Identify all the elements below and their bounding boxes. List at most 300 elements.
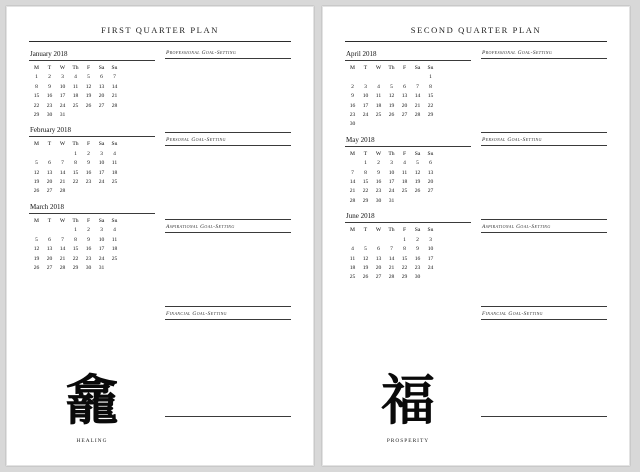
calendar-day-cell[interactable]: 5 xyxy=(364,246,367,253)
calendar-day-cell[interactable]: 15 xyxy=(401,255,408,262)
calendar-day-cell[interactable]: 2 xyxy=(416,236,419,243)
calendar-day-cell[interactable]: 14 xyxy=(59,246,66,253)
calendar-day-cell[interactable]: 31 xyxy=(98,264,105,271)
goal-write-line[interactable] xyxy=(165,258,291,270)
calendar-day-cell[interactable]: 9 xyxy=(351,93,354,100)
calendar-day-cell[interactable]: 13 xyxy=(375,255,382,262)
calendar-day-cell[interactable]: 9 xyxy=(87,236,90,243)
calendar-day-cell[interactable]: 20 xyxy=(46,255,53,262)
calendar-day-cell[interactable]: 30 xyxy=(85,264,92,271)
calendar-day-cell[interactable]: 12 xyxy=(85,83,92,90)
calendar-day-cell[interactable]: 11 xyxy=(401,169,408,176)
calendar-day-cell[interactable]: 7 xyxy=(113,74,116,81)
goal-write-area[interactable] xyxy=(481,61,607,130)
calendar-empty-cell xyxy=(424,273,437,282)
calendar-day-cell[interactable]: 24 xyxy=(98,255,105,262)
goal-write-line[interactable] xyxy=(481,322,607,334)
calendar-day-cell[interactable]: 8 xyxy=(74,236,77,243)
goal-write-line[interactable] xyxy=(165,61,291,73)
goal-write-line[interactable] xyxy=(481,148,607,160)
calendar-day-cell[interactable]: 1 xyxy=(429,74,432,81)
calendar-day-cell[interactable]: 3 xyxy=(390,160,393,167)
calendar-day-cell[interactable]: 3 xyxy=(100,150,103,157)
calendar-day-cell[interactable]: 3 xyxy=(61,74,64,81)
goal-write-line[interactable] xyxy=(165,293,291,305)
calendar-empty-cell xyxy=(359,73,372,82)
calendar-empty-cell xyxy=(372,120,385,129)
calendar-day-cell[interactable]: 11 xyxy=(72,83,79,90)
calendar-day-cell[interactable]: 20 xyxy=(401,102,408,109)
calendar-week-row xyxy=(346,236,437,245)
calendar-day-cell[interactable]: 30 xyxy=(349,121,356,128)
calendar-day-cell[interactable]: 22 xyxy=(362,188,369,195)
calendar-day-cell[interactable]: 4 xyxy=(403,160,406,167)
calendar-weekday-header: T xyxy=(363,65,368,71)
calendar-day-cell[interactable]: 13 xyxy=(427,169,434,176)
goal-write-line[interactable] xyxy=(481,73,607,85)
calendar-week-row xyxy=(30,178,121,187)
goal-write-line[interactable] xyxy=(481,160,607,172)
goal-write-line[interactable] xyxy=(165,391,291,403)
calendar-day-cell[interactable]: 13 xyxy=(46,169,53,176)
goal-write-line[interactable] xyxy=(481,119,607,131)
calendar-empty-cell xyxy=(69,111,82,120)
calendar-day-cell[interactable]: 16 xyxy=(85,246,92,253)
calendar-day-cell[interactable]: 14 xyxy=(59,169,66,176)
calendar-empty-cell xyxy=(56,226,69,235)
calendar-day-cell[interactable]: 27 xyxy=(46,264,53,271)
goal-write-line[interactable] xyxy=(165,357,291,369)
calendar-day-cell[interactable]: 29 xyxy=(401,274,408,281)
calendar-day-cell[interactable]: 12 xyxy=(388,93,395,100)
calendar-day-cell[interactable]: 19 xyxy=(414,179,421,186)
calendar-week-row xyxy=(30,111,121,120)
goal-section-label: Professional Goal-Setting xyxy=(482,50,553,56)
calendar-day-cell[interactable]: 11 xyxy=(375,93,382,100)
goal-write-line[interactable] xyxy=(481,380,607,392)
calendar-day-cell[interactable]: 20 xyxy=(427,179,434,186)
calendar-day-cell[interactable]: 18 xyxy=(401,179,408,186)
calendar-day-cell[interactable]: 28 xyxy=(59,264,66,271)
goal-write-line[interactable] xyxy=(165,380,291,392)
calendar-day-cell[interactable]: 10 xyxy=(98,236,105,243)
calendar-day-cell[interactable]: 4 xyxy=(351,246,354,253)
calendar-day-cell[interactable]: 11 xyxy=(111,236,118,243)
calendar-day-cell[interactable]: 25 xyxy=(111,255,118,262)
goal-write-line[interactable] xyxy=(165,235,291,247)
calendar-day-cell[interactable]: 15 xyxy=(72,169,79,176)
calendar-day-cell[interactable]: 1 xyxy=(74,150,77,157)
goal-write-line[interactable] xyxy=(481,84,607,96)
calendar-day-cell[interactable]: 17 xyxy=(98,246,105,253)
calendar-day-cell[interactable]: 16 xyxy=(46,93,53,100)
calendar-day-cell[interactable]: 22 xyxy=(72,179,79,186)
calendar-day-cell[interactable]: 18 xyxy=(111,246,118,253)
calendar-day-cell[interactable]: 8 xyxy=(429,83,432,90)
calendar-day-cell[interactable]: 5 xyxy=(35,236,38,243)
calendar-day-cell[interactable]: 17 xyxy=(59,93,66,100)
calendar-day-cell[interactable]: 2 xyxy=(87,150,90,157)
calendar-day-cell[interactable]: 10 xyxy=(427,246,434,253)
goal-write-area[interactable] xyxy=(481,235,607,304)
calendar-day-cell[interactable]: 7 xyxy=(351,169,354,176)
calendar-day-cell[interactable]: 17 xyxy=(362,102,369,109)
calendar-day-cell[interactable]: 15 xyxy=(33,93,40,100)
calendar-day-cell[interactable]: 10 xyxy=(59,83,66,90)
calendar-empty-cell xyxy=(398,73,411,82)
calendar-day-cell[interactable]: 23 xyxy=(375,188,382,195)
goal-write-line[interactable] xyxy=(481,368,607,380)
goal-write-line[interactable] xyxy=(165,281,291,293)
calendar-day-cell[interactable]: 19 xyxy=(33,179,40,186)
goal-write-line[interactable] xyxy=(165,322,291,334)
calendar-day-cell[interactable]: 12 xyxy=(414,169,421,176)
calendar-day-cell[interactable]: 13 xyxy=(46,246,53,253)
calendar-day-cell[interactable]: 5 xyxy=(390,83,393,90)
calendar-empty-cell xyxy=(82,187,95,196)
calendar-day-cell[interactable]: 7 xyxy=(390,246,393,253)
calendar-day-cell[interactable]: 21 xyxy=(111,93,118,100)
goal-write-area[interactable] xyxy=(481,322,607,414)
calendar-day-cell[interactable]: 25 xyxy=(349,274,356,281)
calendar-weekday-header: W xyxy=(375,65,382,71)
goal-write-line[interactable] xyxy=(165,270,291,282)
calendar-day-cell[interactable]: 6 xyxy=(403,83,406,90)
calendar-day-cell[interactable]: 24 xyxy=(98,179,105,186)
calendar-day-cell[interactable]: 24 xyxy=(362,112,369,119)
calendar-day-cell[interactable]: 26 xyxy=(33,188,40,195)
goal-write-line[interactable] xyxy=(481,183,607,195)
calendar-day-cell[interactable]: 12 xyxy=(362,255,369,262)
calendar-day-cell[interactable]: 27 xyxy=(375,274,382,281)
calendar-day-cell[interactable]: 1 xyxy=(74,227,77,234)
calendar-day-cell[interactable]: 21 xyxy=(59,179,66,186)
calendar-day-cell[interactable]: 19 xyxy=(85,93,92,100)
calendar-block xyxy=(345,50,471,130)
calligraphy-glyph: 福 xyxy=(381,369,435,432)
goal-write-line[interactable] xyxy=(165,334,291,346)
calendar-day-cell[interactable]: 28 xyxy=(111,102,118,109)
calendar-day-cell[interactable]: 27 xyxy=(401,112,408,119)
goal-bottom-divider xyxy=(165,416,291,417)
calendar-day-cell[interactable]: 13 xyxy=(401,93,408,100)
goal-write-line[interactable] xyxy=(481,258,607,270)
calendar-block xyxy=(345,136,471,206)
goal-write-line[interactable] xyxy=(165,73,291,85)
calendar-day-cell[interactable]: 16 xyxy=(349,102,356,109)
calendar-week-row xyxy=(30,245,121,254)
calendar-day-cell[interactable]: 7 xyxy=(416,83,419,90)
calendar-day-cell[interactable]: 22 xyxy=(401,264,408,271)
calendar-day-cell[interactable]: 4 xyxy=(113,227,116,234)
calendar-day-cell[interactable]: 15 xyxy=(362,179,369,186)
calendar-day-cell[interactable]: 27 xyxy=(98,102,105,109)
calendar-day-cell[interactable]: 24 xyxy=(59,102,66,109)
glyph-area xyxy=(29,283,155,450)
calendar-day-cell[interactable]: 2 xyxy=(87,227,90,234)
calendar-day-cell[interactable]: 4 xyxy=(74,74,77,81)
calendar-day-cell[interactable]: 7 xyxy=(61,160,64,167)
calendar-day-cell[interactable]: 17 xyxy=(98,169,105,176)
calendar-day-cell[interactable]: 19 xyxy=(33,255,40,262)
calendar-day-cell[interactable]: 19 xyxy=(388,102,395,109)
calendar-day-cell[interactable]: 15 xyxy=(72,246,79,253)
goal-write-line[interactable] xyxy=(165,194,291,206)
goal-write-line[interactable] xyxy=(481,235,607,247)
goal-write-area[interactable] xyxy=(481,148,607,217)
glyph-caption: PROSPERITY xyxy=(386,438,430,444)
calendar-day-cell[interactable]: 1 xyxy=(403,236,406,243)
goal-write-line[interactable] xyxy=(481,61,607,73)
goal-write-line[interactable] xyxy=(481,391,607,403)
calendar-day-cell[interactable]: 22 xyxy=(72,255,79,262)
calendar-day-cell[interactable]: 10 xyxy=(388,169,395,176)
calendar-day-cell[interactable]: 18 xyxy=(375,102,382,109)
goal-write-area[interactable] xyxy=(165,61,291,130)
calendar-day-cell[interactable]: 24 xyxy=(388,188,395,195)
goal-write-line[interactable] xyxy=(481,247,607,259)
calendar-day-cell[interactable]: 26 xyxy=(362,274,369,281)
calendar-day-cell[interactable]: 19 xyxy=(362,264,369,271)
calendar-day-cell[interactable]: 28 xyxy=(414,112,421,119)
goal-section xyxy=(481,50,607,133)
goal-write-line[interactable] xyxy=(481,171,607,183)
calendar-day-cell[interactable]: 16 xyxy=(375,179,382,186)
calendar-day-cell[interactable]: 26 xyxy=(414,188,421,195)
calendar-week-row xyxy=(346,169,437,178)
calendar-day-cell[interactable]: 6 xyxy=(100,74,103,81)
calendar-day-cell[interactable]: 11 xyxy=(111,160,118,167)
calendar-day-cell[interactable]: 31 xyxy=(388,197,395,204)
calendar-week-row xyxy=(346,73,437,82)
calendar-day-cell[interactable]: 25 xyxy=(401,188,408,195)
goal-write-line[interactable] xyxy=(481,357,607,369)
calendar-weekday-header: Su xyxy=(111,141,118,148)
goal-section-label: Personal Goal-Setting xyxy=(166,137,226,143)
goal-write-line[interactable] xyxy=(481,403,607,415)
calendar-day-cell[interactable]: 3 xyxy=(429,236,432,243)
goal-write-line[interactable] xyxy=(165,107,291,119)
goal-section xyxy=(165,311,291,417)
goal-bottom-divider xyxy=(165,132,291,133)
calendar-day-cell[interactable]: 15 xyxy=(427,93,434,100)
calendar-day-cell[interactable]: 21 xyxy=(388,264,395,271)
calendar-day-cell[interactable]: 23 xyxy=(85,255,92,262)
calendar-day-cell[interactable]: 6 xyxy=(377,246,380,253)
goal-write-line[interactable] xyxy=(165,84,291,96)
calendar-day-cell[interactable]: 20 xyxy=(375,264,382,271)
calendar-day-cell[interactable]: 17 xyxy=(388,179,395,186)
goal-write-area[interactable] xyxy=(165,148,291,217)
calendar-day-cell[interactable]: 22 xyxy=(33,102,40,109)
goal-write-line[interactable] xyxy=(481,334,607,346)
calendar-week-row xyxy=(30,264,121,273)
calendar-day-cell[interactable]: 14 xyxy=(414,93,421,100)
calendar-weekday-header: M xyxy=(34,217,39,224)
calendar-day-cell[interactable]: 30 xyxy=(414,274,421,281)
calendar-day-cell[interactable]: 6 xyxy=(48,160,51,167)
calendar-weekday-header: Su xyxy=(111,217,118,224)
calendar-day-cell[interactable]: 4 xyxy=(377,83,380,90)
calendar-day-cell[interactable]: 10 xyxy=(362,93,369,100)
calendar-empty-cell xyxy=(411,73,424,82)
calendar-weekday-header: T xyxy=(363,227,368,234)
calendar-day-cell[interactable]: 12 xyxy=(33,246,40,253)
calendar-day-cell[interactable]: 10 xyxy=(98,160,105,167)
calendar-day-cell[interactable]: 8 xyxy=(403,246,406,253)
calendar-day-cell[interactable]: 21 xyxy=(414,102,421,109)
calendar-week-row xyxy=(346,159,437,168)
calendar-day-cell[interactable]: 23 xyxy=(349,112,356,119)
calendar-day-cell[interactable]: 16 xyxy=(414,255,421,262)
calendar-day-cell[interactable]: 25 xyxy=(111,179,118,186)
calendar-day-cell[interactable]: 9 xyxy=(416,246,419,253)
calendar-day-cell[interactable]: 20 xyxy=(46,179,53,186)
calendar-day-cell[interactable]: 11 xyxy=(349,255,356,262)
goal-write-line[interactable] xyxy=(481,107,607,119)
calendar-day-cell[interactable]: 25 xyxy=(72,102,79,109)
calendar-weekday-header: Su xyxy=(111,65,118,71)
calendar-week-row xyxy=(30,226,121,235)
calendar-divider xyxy=(29,213,155,214)
calendar-day-cell[interactable]: 23 xyxy=(46,102,53,109)
calendar-day-cell[interactable]: 31 xyxy=(59,112,66,119)
goal-write-line[interactable] xyxy=(165,247,291,259)
calendar-day-cell[interactable]: 8 xyxy=(35,83,38,90)
goal-write-area[interactable] xyxy=(165,235,291,304)
goal-bottom-divider xyxy=(481,306,607,307)
goal-write-line[interactable] xyxy=(481,281,607,293)
calendar-day-cell[interactable]: 16 xyxy=(85,169,92,176)
goal-section-label: Financial Goal-Setting xyxy=(482,311,543,317)
calendar-day-cell[interactable]: 6 xyxy=(48,236,51,243)
calendar-day-cell[interactable]: 30 xyxy=(375,197,382,204)
calendar-day-cell[interactable]: 29 xyxy=(72,264,79,271)
calendar-day-cell[interactable]: 1 xyxy=(364,160,367,167)
calendar-day-cell[interactable]: 9 xyxy=(377,169,380,176)
calendar-day-cell[interactable]: 20 xyxy=(98,93,105,100)
calendar-day-cell[interactable]: 2 xyxy=(48,74,51,81)
calendar-day-cell[interactable]: 30 xyxy=(46,112,53,119)
calendar-day-cell[interactable]: 5 xyxy=(35,160,38,167)
calendar-column xyxy=(29,50,155,450)
goal-write-line[interactable] xyxy=(165,206,291,218)
goal-write-line[interactable] xyxy=(165,403,291,415)
calendar-day-cell[interactable]: 28 xyxy=(349,197,356,204)
goal-write-line[interactable] xyxy=(165,148,291,160)
calendar-week-row xyxy=(30,236,121,245)
calendar-day-cell[interactable]: 21 xyxy=(59,255,66,262)
calendar-day-cell[interactable]: 4 xyxy=(113,150,116,157)
calendar-day-cell[interactable]: 7 xyxy=(61,236,64,243)
calendar-day-cell[interactable]: 23 xyxy=(414,264,421,271)
calendar-day-cell[interactable]: 14 xyxy=(388,255,395,262)
calendar-day-cell[interactable]: 6 xyxy=(429,160,432,167)
calendar-day-cell[interactable]: 17 xyxy=(427,255,434,262)
calendar-day-cell[interactable]: 9 xyxy=(48,83,51,90)
goal-write-line[interactable] xyxy=(165,96,291,108)
goal-write-line[interactable] xyxy=(481,345,607,357)
goal-write-line[interactable] xyxy=(481,270,607,282)
calendar-day-cell[interactable]: 25 xyxy=(375,112,382,119)
calendar-day-cell[interactable]: 26 xyxy=(388,112,395,119)
calendar-block xyxy=(29,50,155,120)
calendar-day-cell[interactable]: 3 xyxy=(364,83,367,90)
calendar-weekday-header: M xyxy=(350,227,355,234)
page-title: SECOND QUARTER PLAN xyxy=(410,25,542,35)
goal-bottom-divider xyxy=(481,219,607,220)
goal-bottom-divider xyxy=(481,132,607,133)
goal-write-line[interactable] xyxy=(481,96,607,108)
calendar-day-cell[interactable]: 21 xyxy=(349,188,356,195)
calendar-day-cell[interactable]: 18 xyxy=(72,93,79,100)
goal-write-line[interactable] xyxy=(165,368,291,380)
goal-write-line[interactable] xyxy=(165,171,291,183)
calendar-day-cell[interactable]: 24 xyxy=(427,264,434,271)
title-divider xyxy=(29,41,291,42)
calendar-day-cell[interactable]: 13 xyxy=(98,83,105,90)
calendar-day-cell[interactable]: 18 xyxy=(111,169,118,176)
goal-section-label: Aspirational Goal-Setting xyxy=(482,224,551,230)
calendar-day-cell[interactable]: 9 xyxy=(87,160,90,167)
calendar-table xyxy=(30,217,121,273)
calendar-day-cell[interactable]: 26 xyxy=(33,264,40,271)
calendar-day-cell[interactable]: 2 xyxy=(351,83,354,90)
calendar-day-cell[interactable]: 27 xyxy=(46,188,53,195)
calendar-header-row xyxy=(30,64,121,73)
calendar-day-cell[interactable]: 26 xyxy=(85,102,92,109)
calendar-day-cell[interactable]: 29 xyxy=(33,112,40,119)
goal-write-line[interactable] xyxy=(165,160,291,172)
calendar-day-cell[interactable]: 22 xyxy=(427,102,434,109)
calendar-day-cell[interactable]: 8 xyxy=(74,160,77,167)
calendar-week-row xyxy=(30,187,121,196)
calendar-header-row xyxy=(346,150,437,159)
goal-section-divider xyxy=(481,58,607,59)
goal-write-line[interactable] xyxy=(165,183,291,195)
goal-section xyxy=(481,137,607,220)
calendar-day-cell[interactable]: 29 xyxy=(427,112,434,119)
calendar-day-cell[interactable]: 5 xyxy=(416,160,419,167)
calendar-day-cell[interactable]: 8 xyxy=(364,169,367,176)
goal-write-line[interactable] xyxy=(481,194,607,206)
goal-write-line[interactable] xyxy=(165,119,291,131)
goal-write-area[interactable] xyxy=(165,322,291,414)
calendar-week-row xyxy=(346,187,437,196)
calendar-day-cell[interactable]: 18 xyxy=(349,264,356,271)
calendar-day-cell[interactable]: 28 xyxy=(59,188,66,195)
calendar-day-cell[interactable]: 27 xyxy=(427,188,434,195)
calendar-day-cell[interactable]: 1 xyxy=(35,74,38,81)
calendar-month-label: April 2018 xyxy=(346,50,377,58)
goal-write-line[interactable] xyxy=(165,345,291,357)
calendar-week-row xyxy=(346,92,437,101)
calendar-day-cell[interactable]: 28 xyxy=(388,274,395,281)
calendar-day-cell[interactable]: 5 xyxy=(87,74,90,81)
calendar-day-cell[interactable]: 14 xyxy=(111,83,118,90)
goal-write-line[interactable] xyxy=(481,206,607,218)
calendar-divider xyxy=(345,146,471,147)
calendar-empty-cell xyxy=(411,197,424,206)
calendar-day-cell[interactable]: 12 xyxy=(33,169,40,176)
calendar-day-cell[interactable]: 23 xyxy=(85,179,92,186)
calendar-day-cell[interactable]: 29 xyxy=(362,197,369,204)
calendar-day-cell[interactable]: 2 xyxy=(377,160,380,167)
calendar-day-cell[interactable]: 3 xyxy=(100,227,103,234)
calendar-header-row xyxy=(30,140,121,149)
goal-write-line[interactable] xyxy=(481,293,607,305)
calendar-day-cell[interactable]: 14 xyxy=(349,179,356,186)
